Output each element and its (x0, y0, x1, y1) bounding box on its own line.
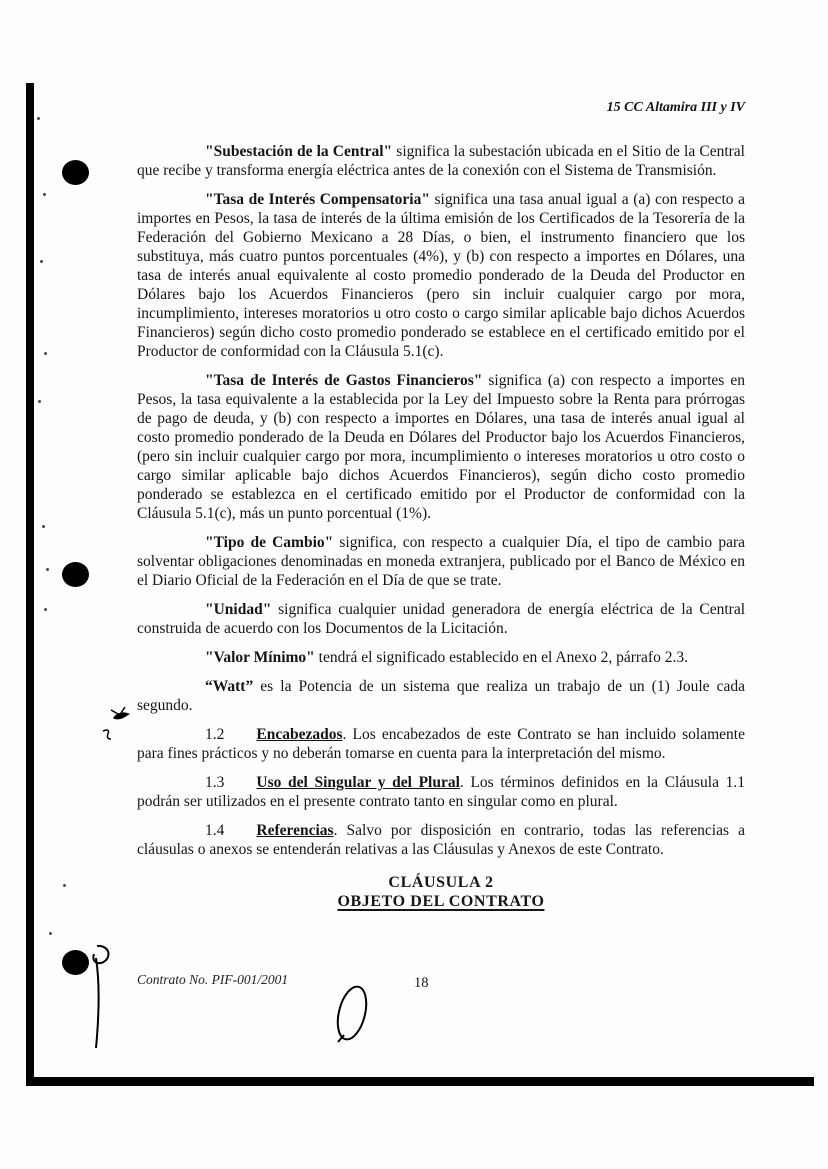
scan-speck (44, 608, 47, 611)
scan-speck (49, 932, 52, 935)
definition-text: significa (a) con respecto a importes en Pesos, la tasa equivalente a la establecida por la Ley del Impuesto sobre la Renta para prórrogas de pago de deuda, y (b) con respecto a importes en Dólares, una tasa de interés anual igual al costo promedio ponderado de la Deuda en Dólares del Productor bajo los Acuerdos Financieros, (pero sin incluir cualquier cargo por mora, incumplimiento o intereses moratorios u otro costo o cargo similar aplicable bajo dichos Acuerdos Financieros), según dicho costo promedio ponderado se establezca en el certificado emitido por el Productor de conformidad con la Cláusula 5.1(c), más un punto porcentual (1%). (137, 372, 745, 522)
definition-text: significa una tasa anual igual a (a) con respecto a importes en Pesos, la tasa de interés de la última emisión de los Certificados de la Tesorería de la Federación del Gobierno Mexicano a 28 Días, o bien, el instrumento financiero que los substituya, más cuatro puntos porcentuales (4%), y (b) con respecto a importes en Dólares, una tasa de interés anual equivalente al costo promedio ponderado de la Deuda del Productor en Dólares bajo los Acuerdos Financieros (pero sin incluir cualquier cargo por mora, incumplimiento, intereses moratorios u otro costo o cargo similar aplicable bajo dichos Acuerdos Financieros) según dicho costo promedio ponderado se establece en el certificado emitido por el Productor de conformidad con la Cláusula 5.1(c). (137, 191, 746, 360)
section-number: 1.3 (205, 774, 225, 791)
footer-contract-number: Contrato No. PIF-001/2001 (137, 972, 289, 987)
definition-subestacion (137, 142, 745, 180)
scan-speck (42, 525, 45, 528)
section-title: Uso del Singular y del Plural (256, 774, 460, 791)
section-text: . Los encabezados de este Contrato se han incluido solamente para fines prácticos y no deberán tomarse en cuenta para la interpretación del mismo. (137, 726, 745, 762)
footer-pen-loop (93, 946, 108, 963)
oval-pen-mark (333, 984, 371, 1043)
hole-punch-mark (62, 950, 89, 975)
section-title: Referencias (256, 822, 334, 839)
defined-term: "Tasa de Interés Compensatoria" (205, 191, 430, 208)
document-body (137, 100, 745, 911)
footer-pen-tail (96, 958, 99, 1048)
section-number: 1.2 (205, 726, 225, 743)
defined-term: "Tipo de Cambio" (205, 534, 334, 551)
scan-speck (63, 884, 66, 887)
scan-speck (44, 352, 47, 355)
scan-speck (43, 193, 46, 196)
hole-punch-mark (62, 562, 89, 587)
section-text: . Los términos definidos en la Cláusula 1.1 podrán ser utilizados en el presente contrato tanto en singular como en plural. (137, 774, 745, 810)
definition-text: tendrá el significado establecido en el Anexo 2, párrafo 2.3. (314, 649, 688, 666)
section-1-3-uso-singular-plural (137, 773, 745, 811)
scan-speck (38, 400, 41, 403)
definition-tipo-de-cambio (137, 533, 745, 590)
clause-2-heading (137, 873, 745, 911)
definition-unidad (137, 600, 745, 638)
definition-valor-minimo (137, 648, 745, 667)
margin-scribble-mark (113, 712, 130, 719)
definition-text: significa cualquier unidad generadora de energía eléctrica de la Central construida de acuerdo con los Documentos de la Licitación. (137, 601, 745, 637)
scan-speck (46, 568, 49, 571)
defined-term: "Valor Mínimo" (205, 649, 315, 666)
clause-heading-title: OBJETO DEL CONTRATO (337, 893, 545, 910)
scan-speck (37, 117, 40, 120)
scan-speck (40, 260, 43, 263)
oval-pen-mark (338, 1035, 344, 1042)
clause-heading-number: CLÁUSULA 2 (388, 874, 494, 891)
definition-tasa-interes-compensatoria (137, 190, 745, 361)
margin-scribble-mark (111, 707, 125, 714)
definition-tasa-interes-gastos-financieros (137, 371, 745, 523)
defined-term: "Unidad" (205, 601, 272, 618)
defined-term: “Watt” (205, 678, 254, 695)
hole-punch-mark (62, 160, 89, 185)
definition-text: es la Potencia de un sistema que realiza un trabajo de un (1) Joule cada segundo. (137, 678, 745, 714)
definition-watt (137, 677, 745, 715)
scan-edge-bottom-bar (26, 1077, 814, 1086)
section-1-2-encabezados (137, 725, 745, 763)
definition-text: significa la subestación ubicada en el Sitio de la Central que recibe y transforma energía eléctrica antes de la conexión con el Sistema de Transmisión. (137, 143, 745, 179)
section-title: Encabezados (256, 726, 343, 743)
margin-squiggle-mark (103, 730, 111, 739)
definition-text: significa, con respecto a cualquier Día, el tipo de cambio para solventar obligaciones denominadas en moneda extranjera, publicado por el Banco de México en el Diario Oficial de la Federación en el Día de que se trate. (137, 534, 745, 589)
scan-edge-left-bar (26, 83, 34, 1085)
defined-term: "Subestación de la Central" (205, 143, 393, 160)
defined-term: "Tasa de Interés de Gastos Financieros" (205, 372, 483, 389)
section-1-4-referencias (137, 821, 745, 859)
header-case-reference: 15 CC Altamira III y IV (606, 100, 745, 115)
section-number: 1.4 (205, 822, 225, 839)
section-text: . Salvo por disposición en contrario, todas las referencias a cláusulas o anexos se entenderán relativas a las Cláusulas y Anexos de este Contrato. (137, 822, 745, 858)
footer-page-number: 18 (414, 975, 429, 991)
